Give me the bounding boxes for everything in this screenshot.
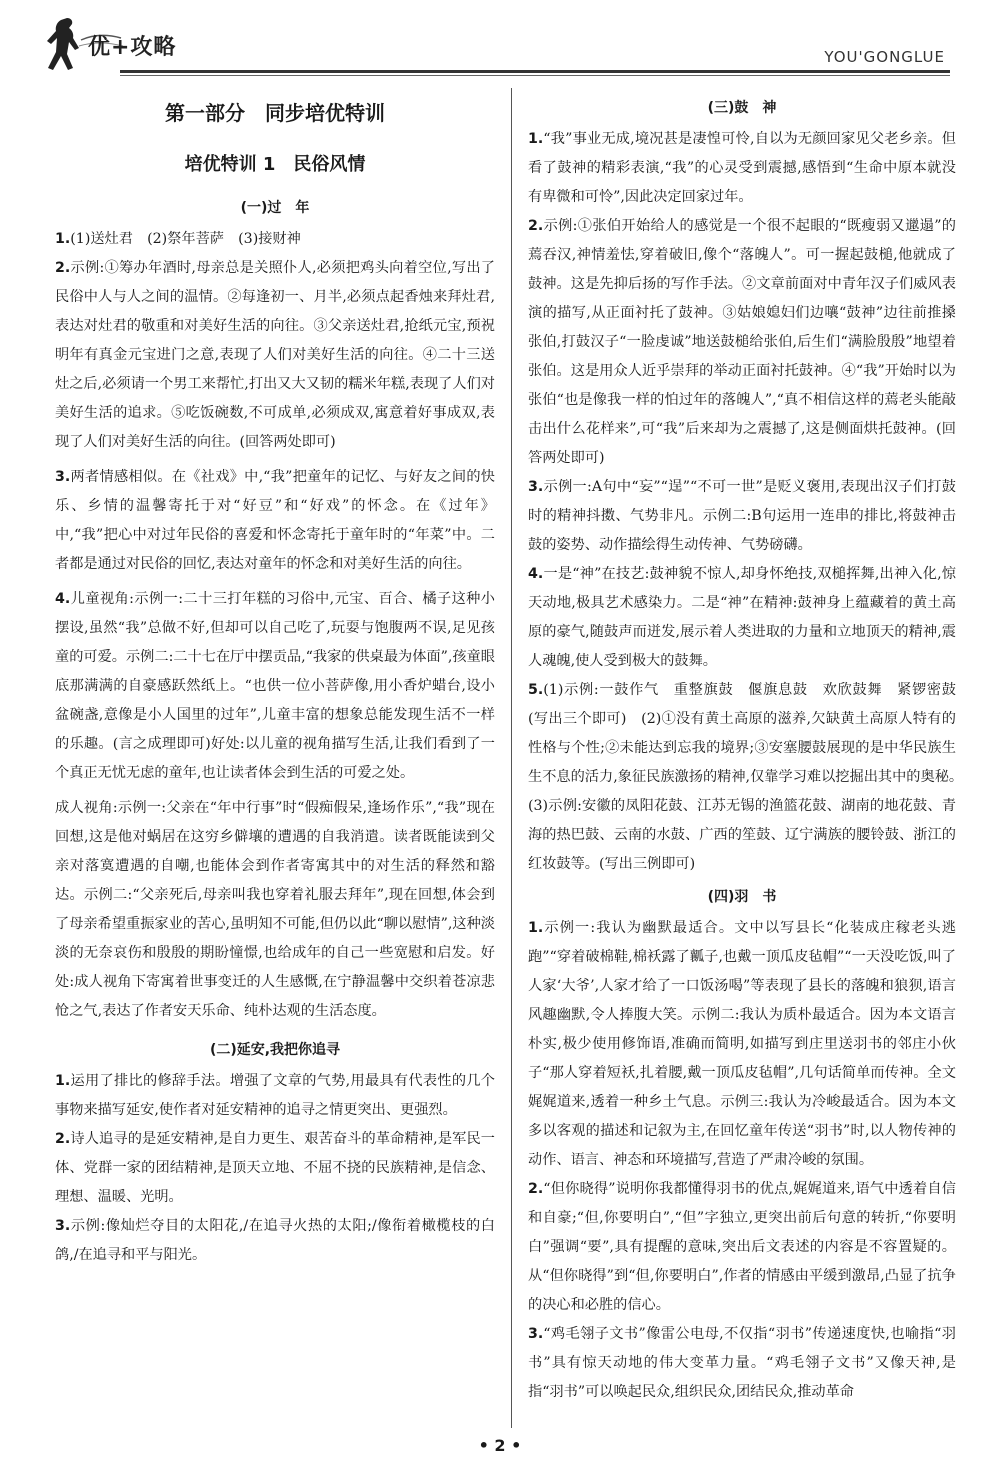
item-text: (1)送灶君 (2)祭年菩萨 (3)接财神 xyxy=(70,231,301,247)
answer-item xyxy=(55,1067,495,1125)
item-number: 1. xyxy=(55,1073,71,1089)
answer-item xyxy=(55,225,495,254)
answer-item xyxy=(55,1212,495,1270)
unit-title: 培优特训 1 民俗风情 xyxy=(184,154,366,175)
item-text: 运用了排比的修辞手法。增强了文章的气势,用最具有代表性的几个事物来描写延安,使作者对延安精神的追寻之情更突出、更强烈。 xyxy=(55,1073,495,1118)
header-rule-thin xyxy=(120,75,950,76)
item-number: 1. xyxy=(55,231,71,247)
item-text: 示例:①张伯开始给人的感觉是一个很不起眼的“既瘦弱又邋遢”的蔫吞汉,神情羞怯,穿着破旧,像个“落魄人”。可一握起鼓槌,他就成了鼓神。这是先抑后扬的写作手法。②文章前面对中青年汉子们威风表演的描写,从正面衬托了鼓神。③姑娘媳妇们边嚷“鼓神”边往前推搡张伯,打鼓汉子“一脸虔诚”地送鼓槌给张伯,后生们“满脸殷殷”地望着张伯。这是用众人近乎崇拜的举动正面衬托鼓神。④“我”开始时以为张伯“也是像我一样的怕过年的落魄人”,“真不相信这样的蔫老头能敲击出什么花样来”,可“我”后来却为之震撼了,这是侧面烘托鼓神。(回答两处即可) xyxy=(528,218,956,466)
right-column xyxy=(528,90,971,1407)
item-text: 诗人追寻的是延安精神,是自力更生、艰苦奋斗的革命精神,是军民一体、党群一家的团结精神,是顶天立地、不屈不挠的民族精神,是信念、理想、温暖、光明。 xyxy=(55,1131,495,1205)
item-number: 5. xyxy=(528,682,544,698)
answer-item xyxy=(528,676,971,879)
item-number: 2. xyxy=(528,218,544,234)
item-number: 3. xyxy=(55,1218,71,1234)
answer-item xyxy=(55,585,495,788)
item-number: 2. xyxy=(55,260,71,276)
item-text: “但你晓得”说明你我都懂得羽书的优点,娓娓道来,语气中透着自信和自豪;“但,你要明白”,“但”字独立,更突出前后句意的转折,“你要明白”强调“要”,具有提醒的意味,突出后文表述的内容是不容置疑的。从“但你晓得”到“但,你要明白”,作者的情感由平缓到激昂,凸显了抗争的决心和必胜的信心。 xyxy=(528,1181,956,1313)
item-text: 示例:①筹办年酒时,母亲总是关照仆人,必须把鸡头向着空位,写出了民俗中人与人之间的温情。②每逢初一、月半,必须点起香烛来拜灶君,表达对灶君的敬重和对美好生活的向往。③父亲送灶君,抢纸元宝,预祝明年有真金元宝进门之意,表现了人们对美好生活的向往。④二十三送灶之后,必须请一个男工来帮忙,打出又大又韧的糯米年糕,表现了人们对美好生活的追求。⑤吃饭碗数,不可成单,必须成双,寓意着好事成双,表现了人们对美好生活的向往。(回答两处即可) xyxy=(55,260,495,450)
adult-perspective-paragraph: 成人视角:示例一:父亲在“年中行事”时“假痴假呆,逢场作乐”,“我”现在回想,这是他对蜗居在这穷乡僻壤的遭遇的自我消遣。读者既能读到父亲对落寞遭遇的自嘲,也能体会到作者寄寓其中的对生活的释然和豁达。示例二:“父亲死后,母亲叫我也穿着礼服去拜年”,现在回想,体会到了母亲希望重振家业的苦心,虽明知不可能,但仍以此“聊以慰情”,这种淡淡的无奈哀伤和殷殷的期盼憧憬,也给成年的自己一些宽慰和启发。好处:成人视角下寄寓着世事变迁的人生感慨,在宁静温馨中交织着苍凉悲怆之气,表达了作者安天乐命、纯朴达观的生活态度。 xyxy=(55,800,495,1019)
brand-name: YOU'GONGLUE xyxy=(824,48,945,66)
item-text: 示例一:我认为幽默最适合。文中以写县长“化装成庄稼老头逃跑”“穿着破棉鞋,棉袄露了瓤子,也戴一顶瓜皮毡帽”“一天没吃饭,叫了人家‘大爷’,人家才给了一口饭汤喝”等表现了县长的落魄和狼狈,语言风趣幽默,令人捧腹大笑。示例二:我认为质朴最适合。因为本文语言朴实,极少使用修饰语,准确而简明,如描写到庄里送羽书的邻庄小伙子“那人穿着短袄,扎着腰,戴一顶瓜皮毡帽”,几句话简单而传神。全文娓娓道来,透着一种乡土气息。示例三:我认为冷峻最适合。因为本文多以客观的描述和记叙为主,在回忆童年传送“羽书”时,以人物传神的动作、语言、神态和环境描写,营造了严肃冷峻的氛围。 xyxy=(528,920,956,1168)
answer-item xyxy=(528,125,956,212)
item-number: 3. xyxy=(528,479,544,495)
section-title-yanan: (二)延安,我把你追寻 xyxy=(209,1042,341,1058)
answer-item xyxy=(528,1175,956,1320)
section-title-gushen: (三)鼓 神 xyxy=(707,100,777,116)
answer-item xyxy=(528,473,956,560)
item-text: 儿童视角:示例一:二十三打年糕的习俗中,元宝、百合、橘子这种小摆设,虽然“我”总做不好,但却可以自己吃了,玩耍与饱腹两不误,足见孩童的可爱。示例二:二十七在厅中摆贡品,“我家的供桌最为体面”,孩童眼底那满满的自豪感跃然纸上。“也供一位小菩萨像,用小香炉蜡台,设小盆碗盏,意像是小人国里的过年”,儿童丰富的想象总能发现生活不一样的乐趣。(言之成理即可)好处:以儿童的视角描写生活,让我们看到了一个真正无忧无虑的童年,也让读者体会到生活的可爱之处。 xyxy=(55,591,495,781)
logo-text: 优+攻略 xyxy=(88,35,177,60)
answer-item xyxy=(528,914,956,1175)
item-number: 2. xyxy=(528,1181,544,1197)
item-text: 示例:像灿烂夺目的太阳花,/在追寻火热的太阳;/像衔着橄榄枝的白鸽,/在追寻和平与阳光。 xyxy=(55,1218,495,1263)
answer-item xyxy=(528,560,956,676)
page-number: • 2 • xyxy=(478,1436,522,1455)
item-number: 1. xyxy=(528,920,544,936)
item-text: (1)示例:一鼓作气 重整旗鼓 偃旗息鼓 欢欣鼓舞 紧锣密鼓(写出三个即可) (2)①没有黄土高原的滋养,欠缺黄土高原人特有的性格与个性;②未能达到忘我的境界;③安塞腰鼓展现的是中华民族生生不息的活力,象征民族激扬的精神,仅靠学习难以挖掘出其中的奥秘。 (3)示例:安徽的凤阳花鼓、江苏无锡的渔篮花鼓、湖南的地花鼓、青海的热巴鼓、云南的水鼓、广西的笙鼓、辽宁满族的腰铃鼓、浙江的红妆鼓等。(写出三例即可) xyxy=(528,682,971,872)
item-text: 一是“神”在技艺:鼓神貌不惊人,却身怀绝技,双槌挥舞,出神入化,惊天动地,极具艺术感染力。二是“神”在精神:鼓神身上蕴藏着的黄土高原的豪气,随鼓声而迸发,展示着人类进取的力量和立地顶天的精神,震人魂魄,使人受到极大的鼓舞。 xyxy=(528,566,956,669)
item-text: “鸡毛翎子文书”像雷公电母,不仅指“羽书”传递速度快,也喻指“羽书”具有惊天动地的伟大变革力量。“鸡毛翎子文书”又像天神,是指“羽书”可以唤起民众,组织民众,团结民众,推动革命 xyxy=(528,1326,956,1400)
item-number: 4. xyxy=(55,591,71,607)
item-number: 1. xyxy=(528,131,544,147)
item-text: “我”事业无成,境况甚是凄惶可怜,自以为无颜回家见父老乡亲。但看了鼓神的精彩表演,“我”的心灵受到震撼,感悟到“生命中原本就没有卑微和可怜”,因此决定回家过年。 xyxy=(528,131,956,205)
left-column xyxy=(55,90,495,1270)
answer-item xyxy=(528,1320,956,1407)
item-number: 3. xyxy=(55,469,71,485)
item-text: 两者情感相似。在《社戏》中,“我”把童年的记忆、与好友之间的快乐、乡情的温馨寄托于对“好豆”和“好戏”的怀念。在《过年》中,“我”把心中对过年民俗的喜爱和怀念寄托于童年时的“年菜”中。二者都是通过对民俗的回忆,表达对童年的怀念和对美好生活的向往。 xyxy=(55,469,495,572)
answer-item xyxy=(55,463,495,579)
column-divider xyxy=(511,88,512,1428)
answer-item xyxy=(55,1125,495,1212)
item-text: 示例一:A句中“妄”“逞”“不可一世”是贬义褒用,表现出汉子们打鼓时的精神抖擞、气势非凡。示例二:B句运用一连串的排比,将鼓神击鼓的姿势、动作描绘得生动传神、气势磅礴。 xyxy=(528,479,956,553)
item-number: 2. xyxy=(55,1131,71,1147)
section-title-guonian: (一)过 年 xyxy=(240,200,310,216)
item-number: 4. xyxy=(528,566,544,582)
header-rule xyxy=(120,70,950,73)
answer-item xyxy=(528,212,956,473)
item-number: 3. xyxy=(528,1326,544,1342)
answer-item xyxy=(55,254,495,457)
page-header xyxy=(0,0,1000,80)
section-title-yushu: (四)羽 书 xyxy=(707,889,777,905)
part-title: 第一部分 同步培优特训 xyxy=(165,101,385,125)
